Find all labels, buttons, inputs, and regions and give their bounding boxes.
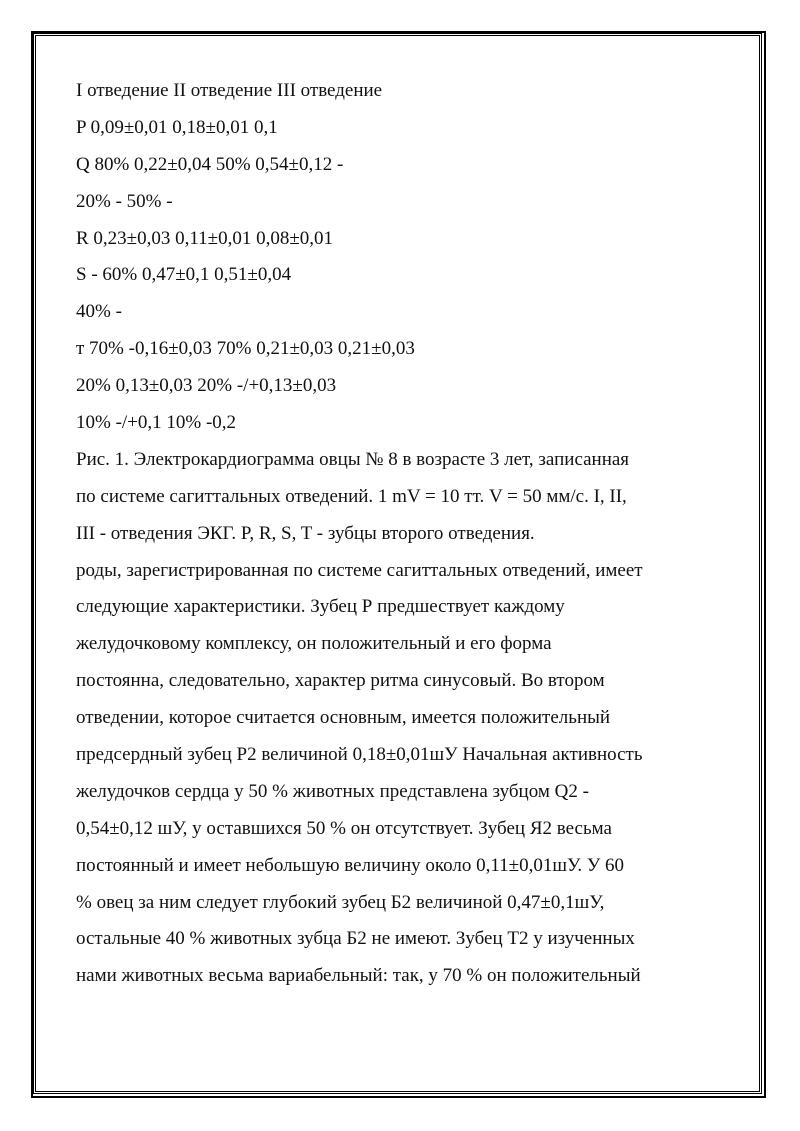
paragraph-line: роды, зарегистрированная по системе сагиттальных отведений, имеет <box>76 559 643 581</box>
paragraph-line: желудочков сердца у 50 % животных представлена зубцом Q2 - <box>76 780 589 802</box>
paragraph-line: % овец за ним следует глубокий зубец Б2 величиной 0,47±0,1шУ, <box>76 891 605 913</box>
document-body <box>76 73 736 995</box>
table-row-q-cont: 20% - 50% - <box>76 190 173 212</box>
figure-caption-line: Рис. 1. Электрокардиограмма овцы № 8 в возрасте 3 лет, записанная <box>76 448 630 470</box>
paragraph-line: 0,54±0,12 шУ, у оставшихся 50 % он отсутствует. Зубец Я2 весьма <box>76 817 612 839</box>
figure-caption-line: по системе сагиттальных отведений. 1 mV = 10 тт. V = 50 мм/с. I, II, <box>76 485 627 507</box>
paragraph-line: отведении, которое считается основным, имеется положительный <box>76 707 611 729</box>
table-row-s: S - 60% 0,47±0,1 0,51±0,04 <box>76 264 292 286</box>
table-row-t-cont-2: 10% -/+0,1 10% -0,2 <box>76 412 237 434</box>
paragraph-line: постоянный и имеет небольшую величину около 0,11±0,01шУ. У 60 <box>76 854 625 876</box>
paragraph-line: нами животных весьма вариабельный: так, у 70 % он положительный <box>76 965 641 987</box>
table-row-q: Q 80% 0,22±0,04 50% 0,54±0,12 - <box>76 153 344 175</box>
paragraph-line: предсердный зубец Р2 величиной 0,18±0,01шУ Начальная активность <box>76 744 643 766</box>
paragraph-line: остальные 40 % животных зубца Б2 не имеют. Зубец Т2 у изученных <box>76 928 635 950</box>
table-row-r: R 0,23±0,03 0,11±0,01 0,08±0,01 <box>76 227 334 249</box>
paragraph-line: желудочковому комплексу, он положительный и его форма <box>76 633 552 655</box>
figure-caption-line: III - отведения ЭКГ. P, R, S, T - зубцы второго отведения. <box>76 522 535 544</box>
paragraph-line: следующие характеристики. Зубец Р предшествует каждому <box>76 596 565 618</box>
table-row-p: P 0,09±0,01 0,18±0,01 0,1 <box>76 116 278 138</box>
table-row-s-cont: 40% - <box>76 301 122 323</box>
table-header-line: I отведение II отведение III отведение <box>76 80 383 101</box>
paragraph-line: постоянна, следовательно, характер ритма синусовый. Во втором <box>76 670 605 692</box>
table-row-t: т 70% -0,16±0,03 70% 0,21±0,03 0,21±0,03 <box>76 338 415 360</box>
table-row-t-cont: 20% 0,13±0,03 20% -/+0,13±0,03 <box>76 375 337 397</box>
